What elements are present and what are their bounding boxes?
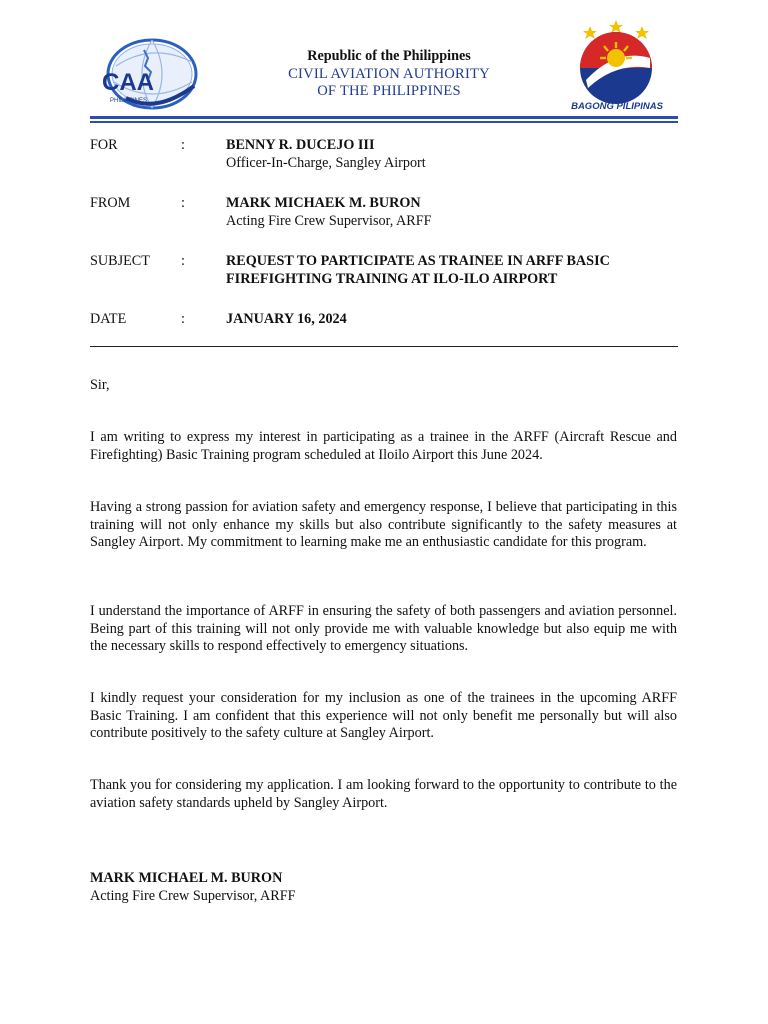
salutation: Sir, [90,377,110,393]
memo-from [90,194,680,230]
colon: : [181,195,185,211]
memo-subject [90,252,680,288]
body-paragraph: I kindly request your consideration for my inclusion as one of the trainees in the upcoming ARFF Basic Training. I am confident that this experience will not only benefit me personally but will also contribute positively to the safety culture at Sangley Airport. [90,690,677,741]
subject-line1: REQUEST TO PARTICIPATE AS TRAINEE IN ARFF BASIC [226,253,610,269]
for-label: FOR [90,137,118,153]
memo-divider [90,346,678,347]
svg-text:PHILIPPINES: PHILIPPINES [110,98,148,104]
memo-date [90,310,680,328]
recipient-name: BENNY R. DUCEJO III [226,137,375,153]
body-paragraph: Having a strong passion for aviation safety and emergency response, I believe that participating in this training will not only enhance my skills but also contribute significantly to the safety measures at Sangley Airport. My commitment to learning make me an enthusiastic candidate for this program. [90,499,677,550]
recipient-title: Officer-In-Charge, Sangley Airport [226,155,426,171]
signatory-title: Acting Fire Crew Supervisor, ARFF [90,888,296,904]
subject-line2: FIREFIGHTING TRAINING AT ILO-ILO AIRPORT [226,271,558,287]
body-paragraph: I am writing to express my interest in participating as a trainee in the ARFF (Aircraft Rescue and Firefighting) Basic Training program scheduled at Iloilo Airport this June 2024. [90,429,677,463]
colon: : [181,137,185,153]
svg-text:CAA: CAA [102,69,154,96]
header-rule-thin [90,121,678,123]
letterhead [235,48,543,101]
sender-name: MARK MICHAEK M. BURON [226,195,421,211]
agency-name-line1: CIVIL AVIATION AUTHORITY [288,65,490,82]
body-paragraph: I understand the importance of ARFF in ensuring the safety of both passengers and aviation personnel. Being part of this training will not only provide me with valuable knowledge but also equip me with the necessary skills to respond effectively to emergency situations. [90,603,677,654]
from-label: FROM [90,195,131,211]
subject-label: SUBJECT [90,253,150,269]
bagong-pilipinas-logo [566,18,668,112]
colon: : [181,311,185,327]
svg-text:BAGONG PILIPINAS: BAGONG PILIPINAS [571,101,663,112]
colon: : [181,253,185,269]
date-label: DATE [90,311,127,327]
date-value: JANUARY 16, 2024 [226,311,347,327]
body-paragraph: Thank you for considering my application. I am looking forward to the opportunity to contribute to the aviation safety standards upheld by Sangley Airport. [90,777,677,811]
agency-name-line2: OF THE PHILIPPINES [317,83,461,99]
sender-title: Acting Fire Crew Supervisor, ARFF [226,213,432,229]
caa-logo [96,36,200,114]
memo-for [90,136,680,172]
signatory-name: MARK MICHAEL M. BURON [90,870,283,886]
header-rule-thick [90,116,678,119]
republic-line: Republic of the Philippines [307,48,471,64]
